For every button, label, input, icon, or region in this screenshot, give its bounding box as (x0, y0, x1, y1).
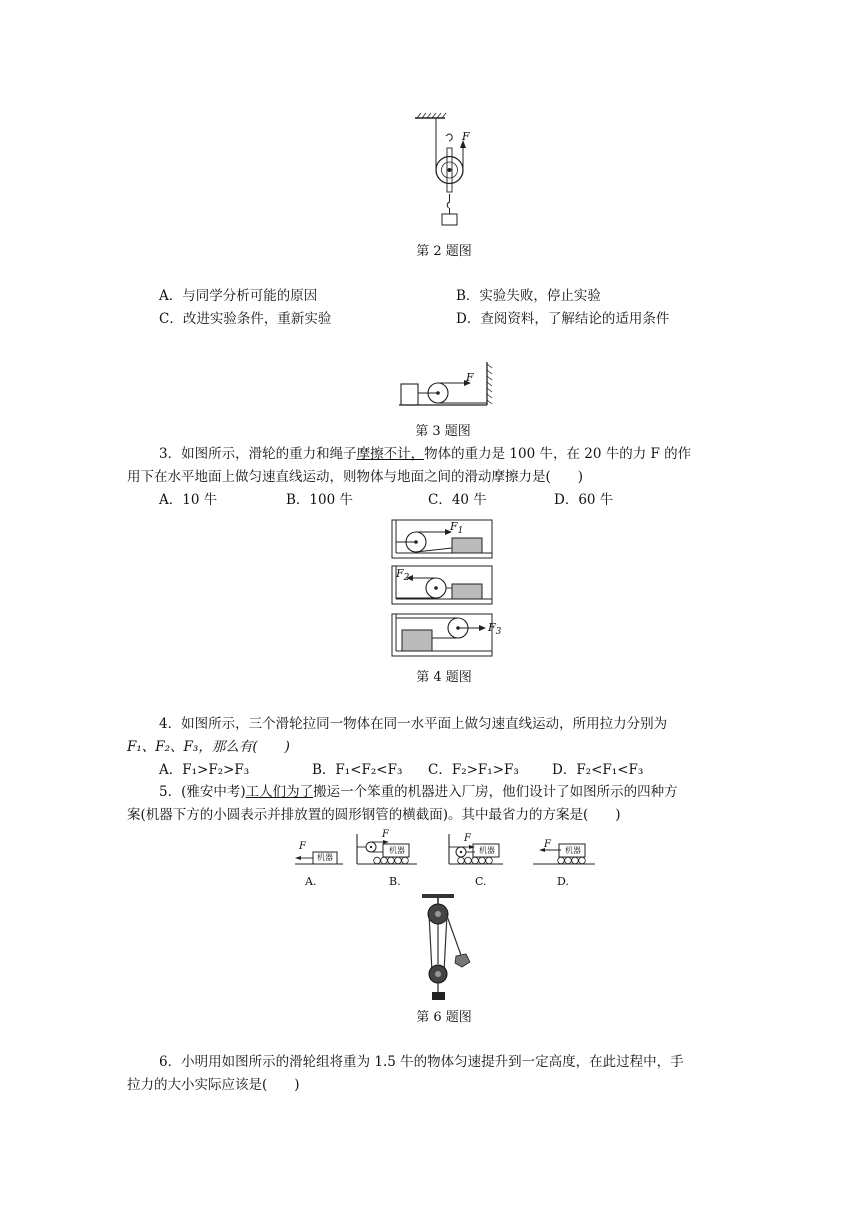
q3-line1-b: 物体的重力是 100 牛，在 20 牛的力 F 的作 (424, 446, 692, 462)
fig2-caption: 第 2 题图 (416, 244, 472, 259)
fig5b-machine: 机器 (389, 846, 405, 855)
q4-option-b: B．F₁<F₂<F₃ (312, 762, 403, 778)
fig2-force-label: F (462, 130, 470, 143)
figure-5 (285, 830, 605, 870)
fig4-f2-label: $F_2$ (396, 567, 410, 583)
q4-option-c: C．F₂>F₁>F₃ (428, 762, 519, 778)
q4-option-a: A．F₁>F₂>F₃ (159, 762, 250, 778)
q3-line1 (159, 444, 691, 464)
q4-option-d: D．F₂<F₁<F₃ (552, 762, 644, 778)
fig5-label-a: A. (305, 875, 317, 888)
fig4-f1-label: $F_1$ (450, 520, 464, 536)
fig5d-machine: 机器 (565, 846, 581, 855)
q1-option-a: A．与同学分析可能的原因 (159, 288, 318, 304)
q5-line1-b: 搬运一个笨重的机器进入厂房，他们设计了如图所示的四种方 (313, 784, 678, 800)
q4-line1: 4．如图所示，三个滑轮拉同一物体在同一水平面上做匀速直线运动，所用拉力分别为 (159, 716, 668, 732)
figure-4 (390, 518, 500, 660)
fig5-label-c: C. (475, 875, 487, 888)
q5-line1-underlined: 工人们为了 (245, 784, 314, 800)
fig4-f3-label: $F_3$ (488, 621, 502, 637)
q3-option-a: A．10 牛 (159, 492, 218, 508)
q3-option-b: B．100 牛 (286, 492, 353, 508)
fig3-caption: 第 3 题图 (415, 424, 471, 439)
q1-option-d: D．查阅资料，了解结论的适用条件 (456, 311, 670, 327)
q5-line2: 案(机器下方的小圆表示并排放置的圆形钢管的横截面)。其中最省力的方案是( ) (127, 807, 621, 823)
fig5c-force: F (464, 833, 471, 844)
q3-line1-a: 3．如图所示，滑轮的重力和绳子 (159, 446, 357, 462)
q6-line1: 6．小明用如图所示的滑轮组将重为 1.5 牛的物体匀速提升到一定高度，在此过程中，手 (159, 1054, 684, 1070)
fig5-label-b: B. (389, 875, 401, 888)
figure-6 (418, 892, 478, 1004)
q5-line1-a: 5．(雅安中考) (159, 784, 246, 800)
q3-option-c: C．40 牛 (428, 492, 487, 508)
fig5-label-d: D. (557, 875, 569, 888)
fig3-force-label: F (466, 371, 474, 384)
q1-option-c: C．改进实验条件，重新实验 (159, 311, 332, 327)
fig6-caption: 第 6 题图 (416, 1010, 472, 1025)
fig5a-machine: 机器 (317, 853, 333, 862)
fig5a-force: F (299, 841, 306, 852)
q1-option-b: B．实验失败，停止实验 (456, 288, 601, 304)
figure-3 (395, 360, 495, 410)
fig5c-machine: 机器 (479, 846, 495, 855)
fig4-caption: 第 4 题图 (416, 670, 472, 685)
q6-line2: 拉力的大小实际应该是( ) (127, 1077, 300, 1093)
q5-line1 (159, 782, 678, 802)
q3-line1-underlined: 摩擦不计， (356, 446, 425, 462)
fig5b-force: F (382, 829, 389, 840)
fig5d-force: F (544, 839, 551, 850)
q3-line2: 用下在水平地面上做匀速直线运动，则物体与地面之间的滑动摩擦力是( ) (127, 469, 584, 485)
q4-line2: F₁、F₂、F₃，那么有( ) (127, 739, 290, 755)
q3-option-d: D．60 牛 (554, 492, 614, 508)
